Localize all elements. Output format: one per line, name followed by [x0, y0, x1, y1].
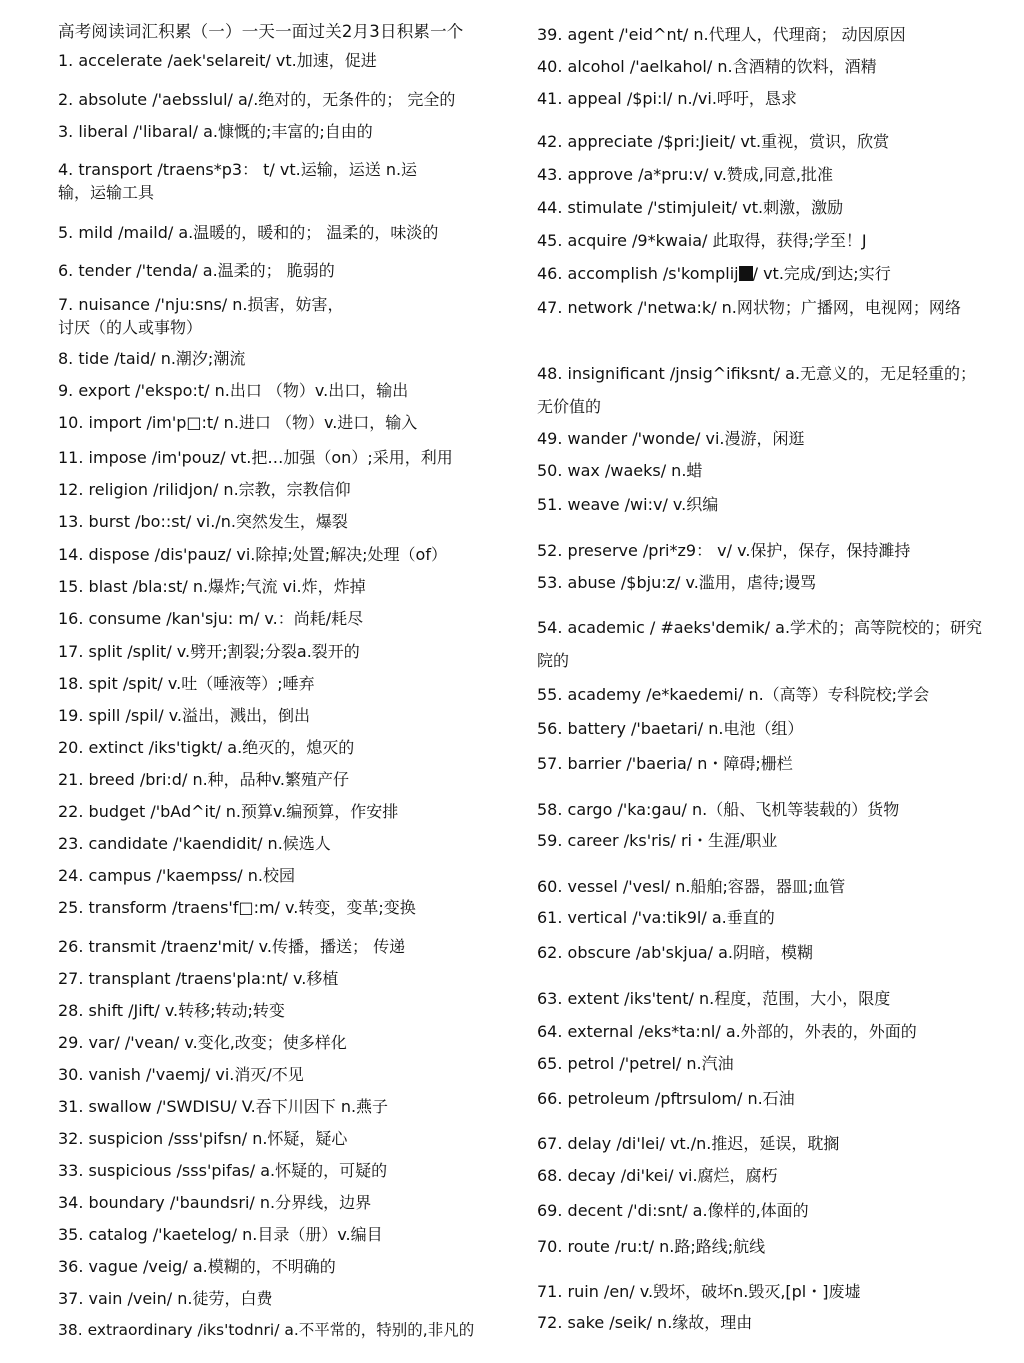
vocab-entry: 17. split /split/ v.劈开;割裂;分裂a.裂开的	[58, 642, 360, 661]
vocab-entry: 56. battery /'baetari/ n.电池（组）	[537, 719, 804, 738]
vocab-entry: 10. import /im'p□:t/ n.进口 （物）v.进口，输入	[58, 413, 418, 432]
vocab-entry: 64. external /eks*ta:nl/ a.外部的，外表的，外面的	[537, 1022, 917, 1041]
vocab-entry: 58. cargo /'ka:gau/ n.（船、飞机等装载的）货物	[537, 800, 900, 819]
vocab-entry: 3. liberal /'libaral/ a.慷慨的;丰富的;自由的	[58, 122, 373, 141]
vocab-entry: 65. petrol /'petrel/ n.汽油	[537, 1054, 734, 1073]
vocab-entry: 60. vessel /'vesl/ n.船舶;容器，器皿;血管	[537, 877, 846, 896]
vocab-entry: 30. vanish /'vaemj/ vi.消灭/不见	[58, 1065, 304, 1084]
vocab-entry: 66. petroleum /pftrsulom/ n.石油	[537, 1089, 795, 1108]
vocab-entry: 9. export /'ekspo:t/ n.出口 （物）v.出口，输出	[58, 381, 409, 400]
vocab-entry: 67. delay /di'lei/ vt./n.推迟，延误，耽搁	[537, 1134, 840, 1153]
vocab-entry: 71. ruin /en/ v.毁坏，破坏n.毁灭,[pl・]废墟	[537, 1282, 861, 1301]
vocab-entry: 18. spit /spit/ v.吐（唾液等）;唾弃	[58, 674, 315, 693]
vocab-entry: 72. sake /seik/ n.缘故，理由	[537, 1313, 753, 1332]
vocab-entry: 53. abuse /$bju:z/ v.滥用，虐待;谩骂	[537, 573, 817, 592]
vocab-entry: 63. extent /iks'tent/ n.程度，范围，大小，限度	[537, 989, 891, 1008]
vocab-entry: 19. spill /spil/ v.溢出，溅出，倒出	[58, 706, 311, 725]
vocab-entry: 21. breed /bri:d/ n.种，品种v.繁殖产仔	[58, 770, 349, 789]
vocab-entry: 37. vain /vein/ n.徒劳，白费	[58, 1289, 273, 1308]
vocab-entry: 43. approve /a*pru:v/ v.赞成,同意,批准	[537, 165, 833, 184]
vocab-entry: 24. campus /'kaempss/ n.校园	[58, 866, 295, 885]
vocab-entry: 16. consume /kan'sju: m/ v.：尚耗/耗尽	[58, 609, 364, 628]
vocab-entry: 22. budget /'bAd^it/ n.预算v.编预算，作安排	[58, 802, 399, 821]
vocab-entry: 25. transform /traens'f□:m/ v.转变，变革;变换	[58, 898, 416, 917]
vocab-entry	[537, 261, 891, 286]
vocab-entry: 28. shift /Jift/ v.转移;转动;转变	[58, 1001, 285, 1020]
vocab-entry: 40. alcohol /'aelkahol/ n.含酒精的饮料，酒精	[537, 57, 877, 76]
vocab-entry: 51. weave /wi:v/ v.织编	[537, 495, 719, 514]
vocab-entry: 55. academy /e*kaedemi/ n.（高等）专科院校;学会	[537, 685, 930, 704]
vocab-entry: 33. suspicious /sss'pifas/ a.怀疑的，可疑的	[58, 1161, 388, 1180]
vocab-entry: 44. stimulate /'stimjuleit/ vt.刺激，激励	[537, 198, 844, 217]
vocab-entry: 38. extraordinary /iks'todnri/ a.不平常的，特别的,非凡的	[58, 1321, 475, 1339]
vocab-entry: 11. impose /im'pouz/ vt.把…加强（on）;采用，利用	[58, 448, 453, 467]
vocab-entry: 5. mild /maild/ a.温暖的，暖和的； 温柔的，味淡的	[58, 223, 439, 242]
vocab-entry: 59. career /ks'ris/ ri・生涯/职业	[537, 831, 778, 850]
vocab-entry: 13. burst /bo::st/ vi./n.突然发生，爆裂	[58, 512, 348, 531]
vocab-entry: 47. network /'netwa:k/ n.网状物；广播网，电视网；网络	[537, 298, 961, 317]
vocab-entry: 23. candidate /'kaendidit/ n.候选人	[58, 834, 331, 853]
vocab-entry: 20. extinct /iks'tigkt/ a.绝灭的，熄灭的	[58, 738, 355, 757]
vocab-entry: 42. appreciate /$pri:Jieit/ vt.重视，赏识，欣赏	[537, 132, 890, 151]
vocab-entry: 14. dispose /dis'pauz/ vi.除掉;处置;解决;处理（of）	[58, 545, 447, 564]
vocab-entry: 4. transport /traens*p3： t/ vt.运输，运送 n.运输，运输工具	[58, 160, 418, 202]
page-title: 高考阅读词汇积累（一）一天一面过关2月3日积累一个	[58, 22, 464, 41]
vocab-entry: 27. transplant /traens'pla:nt/ v.移植	[58, 969, 339, 988]
vocab-entry: 34. boundary /'baundsri/ n.分界线，边界	[58, 1193, 372, 1212]
vocab-entry: 12. religion /rilidjon/ n.宗教，宗教信仰	[58, 480, 351, 499]
vocab-entry: 54. academic / #aeks'demik/ a.学术的；高等院校的；研究院的	[537, 618, 983, 670]
vocab-entry: 7. nuisance /'nju:sns/ n.损害，妨害，讨厌（的人或事物）	[58, 295, 344, 337]
vocab-entry: 26. transmit /traenz'mit/ v.传播，播送； 传递	[58, 937, 406, 956]
redacted-block	[739, 266, 753, 281]
vocab-entry: 52. preserve /pri*z9： v/ v.保护，保存，保持濉持	[537, 541, 911, 560]
vocab-entry: 68. decay /di'kei/ vi.腐烂，腐朽	[537, 1166, 778, 1185]
vocab-entry: 32. suspicion /sss'pifsn/ n.怀疑，疑心	[58, 1129, 348, 1148]
entry-head: 46. accomplish /s'komplij	[537, 264, 739, 283]
vocab-entry: 69. decent /'di:snt/ a.像样的,体面的	[537, 1201, 809, 1220]
vocab-entry: 15. blast /bla:st/ n.爆炸;气流 vi.炸，炸掉	[58, 577, 366, 596]
vocab-entry: 49. wander /'wonde/ vi.漫游，闲逛	[537, 429, 805, 448]
vocab-entry: 57. barrier /'baeria/ n・障碍;栅栏	[537, 754, 793, 773]
vocab-entry: 41. appeal /$pi:l/ n./vi.呼吁，恳求	[537, 89, 797, 108]
vocab-entry: 50. wax /waeks/ n.蜡	[537, 461, 703, 480]
vocab-entry: 35. catalog /'kaetelog/ n.目录（册）v.编目	[58, 1225, 383, 1244]
vocab-entry: 1. accelerate /aek'selareit/ vt.加速，促进	[58, 51, 377, 70]
vocab-entry: 62. obscure /ab'skjua/ a.阴暗，模糊	[537, 943, 814, 962]
vocab-entry: 8. tide /taid/ n.潮汐;潮流	[58, 349, 246, 368]
vocab-entry: 70. route /ru:t/ n.路;路线;航线	[537, 1237, 766, 1256]
vocab-entry: 6. tender /'tenda/ a.温柔的； 脆弱的	[58, 261, 335, 280]
vocab-entry: 2. absolute /'aebsslul/ a/.绝对的，无条件的； 完全的	[58, 90, 456, 109]
vocab-entry: 45. acquire /9*kwaia/ 此取得，获得;学至！J	[537, 231, 867, 250]
vocab-entry: 31. swallow /'SWDISU/ V.吞下川因下 n.燕子	[58, 1097, 389, 1116]
vocab-entry: 29. var/ /'vean/ v.变化,改变；使多样化	[58, 1033, 347, 1052]
entry-tail: / vt.完成/到达;实行	[752, 264, 891, 283]
vocab-entry: 36. vague /veig/ a.模糊的，不明确的	[58, 1257, 336, 1276]
vocab-entry: 39. agent /'eid^nt/ n.代理人，代理商； 动因原因	[537, 25, 906, 44]
vocab-entry: 61. vertical /'va:tik9l/ a.垂直的	[537, 908, 775, 927]
vocab-entry: 48. insignificant /jnsig^ifiksnt/ a.无意义的，无足轻重的； 无价值的	[537, 364, 977, 416]
